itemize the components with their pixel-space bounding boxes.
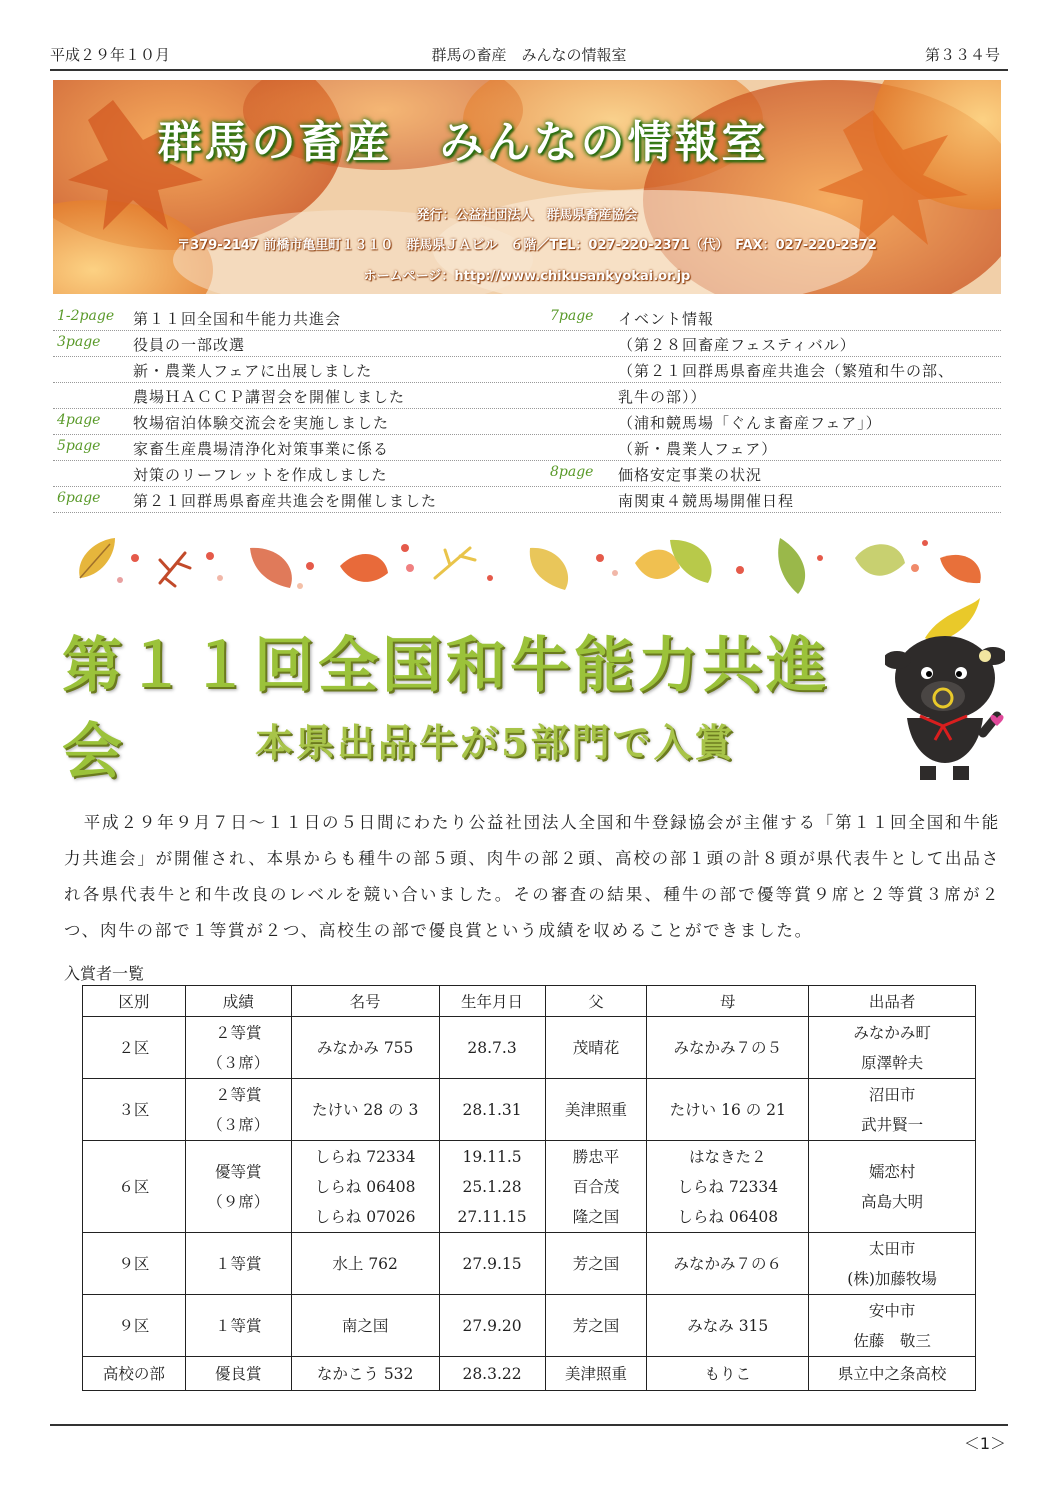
leaf-icon: [635, 550, 680, 579]
toc-item[interactable]: 第１１回全国和牛能力共進会: [133, 310, 342, 328]
cell-exhibitor: 県立中之条高校: [809, 1357, 976, 1391]
twig-icon: [435, 548, 475, 578]
header-issue: 第３３４号: [924, 46, 1000, 64]
footer-rule: [50, 1424, 1008, 1426]
toc-item[interactable]: 牧場宿泊体験交流会を実施しました: [133, 414, 390, 432]
toc-page: 5page: [57, 438, 101, 454]
toc-item[interactable]: 第２１回群馬県畜産共進会を開催しました: [133, 492, 438, 510]
toc-item[interactable]: 南関東４競馬場開催日程: [618, 492, 795, 510]
column-header: 成績: [185, 986, 291, 1017]
article-title: 第１１回全国和牛能力共進会: [62, 631, 830, 787]
article-body: 平成２９年９月７日～１１日の５日間にわたり公益社団法人全国和牛登録協会が主催する「第１１回全国和牛能力共進会」が開催され、本県からも種牛の部５頭、肉牛の部２頭、高校の部１頭の計８頭が県代表牛として出品され各県代表牛と和牛改良のレベルを競い合いました。その審査の結果、種牛の部で優等賞９席と２等賞３席が２つ、肉牛の部で１等賞が２つ、高校生の部で優良賞という成績を収めることができました。: [64, 813, 1000, 940]
column-header: 母: [647, 986, 809, 1017]
leaf-icon: [778, 538, 805, 594]
cell-mother: みなかみ７の５: [647, 1017, 809, 1079]
homepage-link[interactable]: ホームページ：http://www.chikusankyokai.or.jp: [363, 269, 691, 284]
toc-row: [53, 461, 1001, 487]
cell-mother: みなみ 315: [647, 1295, 809, 1357]
cell-birth: 19.11.5 25.1.28 27.11.15: [439, 1141, 545, 1233]
cell-seiseki: １等賞: [185, 1233, 291, 1295]
cell-birth: 28.7.3: [439, 1017, 545, 1079]
page-number: ＜1＞: [963, 1434, 1006, 1453]
column-header: 区別: [83, 986, 186, 1017]
toc-item[interactable]: イベント情報: [618, 310, 715, 328]
toc-row: [53, 409, 1001, 435]
toc-item[interactable]: （浦和競馬場「ぐんま畜産フェア」）: [618, 414, 882, 432]
cell-birth: 27.9.15: [439, 1233, 545, 1295]
header-rule: [50, 69, 1008, 71]
banner-title: 群馬の畜産 みんなの情報室: [157, 117, 769, 168]
cell-exhibitor: 太田市 (株)加藤牧場: [809, 1233, 976, 1295]
article-subtitle: 本県出品牛が5部門で入賞: [255, 720, 736, 765]
column-header: 父: [545, 986, 647, 1017]
toc-item[interactable]: （第２８回畜産フェスティバル）: [618, 336, 856, 354]
cell-birth: 27.9.20: [439, 1295, 545, 1357]
cell-name: たけい 28 の 3: [291, 1079, 439, 1141]
toc-item[interactable]: （新・農業人フェア）: [618, 440, 778, 458]
column-header: 生年月日: [439, 986, 545, 1017]
cell-kubun: ９区: [83, 1295, 186, 1357]
toc-row: [53, 331, 1001, 357]
toc-row: [53, 383, 1001, 409]
table-caption: 入賞者一覧: [64, 964, 145, 983]
cell-seiseki: １等賞: [185, 1295, 291, 1357]
leaf-icon: [79, 538, 115, 578]
leaf-icon: [530, 548, 568, 590]
cell-mother: はなきた２ しらね 72334 しらね 06408: [647, 1141, 809, 1233]
cell-father: 芳之国: [545, 1233, 647, 1295]
toc-item[interactable]: （第２１回群馬県畜産共進会（繁殖和牛の部、: [618, 362, 955, 380]
toc-item[interactable]: 新・農業人フェアに出展しました: [133, 362, 373, 380]
table-row: [83, 1017, 976, 1079]
cell-exhibitor: みなかみ町 原澤幹夫: [809, 1017, 976, 1079]
table-row: [83, 1079, 976, 1141]
autumn-leaf-border-decoration: [60, 528, 1000, 598]
cell-name: 水上 762: [291, 1233, 439, 1295]
column-header: 出品者: [809, 986, 976, 1017]
results-table: [82, 985, 976, 1391]
toc-page: 4page: [57, 412, 101, 428]
cell-exhibitor: 沼田市 武井賢一: [809, 1079, 976, 1141]
table-row: [83, 1357, 976, 1391]
cell-father: 美津照重: [545, 1357, 647, 1391]
leaf-icon: [340, 554, 388, 582]
cell-mother: みなかみ７の６: [647, 1233, 809, 1295]
table-row: [83, 1233, 976, 1295]
cell-kubun: ９区: [83, 1233, 186, 1295]
cell-mother: もりこ: [647, 1357, 809, 1391]
cell-kubun: ３区: [83, 1079, 186, 1141]
cell-name: なかこう 532: [291, 1357, 439, 1391]
table-row: [83, 1295, 976, 1357]
cell-name: みなかみ 755: [291, 1017, 439, 1079]
toc-item[interactable]: 乳牛の部））: [618, 388, 707, 406]
toc-page: 6page: [57, 490, 101, 506]
table-of-contents: [53, 305, 1001, 513]
cell-father: 美津照重: [545, 1079, 647, 1141]
header-date: 平成２９年１０月: [50, 46, 171, 64]
cell-kubun: ６区: [83, 1141, 186, 1233]
leaf-icon: [855, 544, 905, 575]
toc-row: [53, 357, 1001, 383]
wagyu-mascot-cow-icon: [885, 598, 1005, 783]
cell-father: 芳之国: [545, 1295, 647, 1357]
header-title: 群馬の畜産 みんなの情報室: [431, 46, 627, 64]
cell-kubun: 高校の部: [83, 1357, 186, 1391]
toc-item[interactable]: 対策のリーフレットを作成しました: [133, 466, 388, 484]
banner: [53, 80, 1001, 294]
cell-seiseki: 優等賞 （９席）: [185, 1141, 291, 1233]
cell-seiseki: 優良賞: [185, 1357, 291, 1391]
cell-seiseki: ２等賞 （３席）: [185, 1017, 291, 1079]
cell-father: 勝忠平 百合茂 隆之国: [545, 1141, 647, 1233]
cell-birth: 28.3.22: [439, 1357, 545, 1391]
leaf-icon: [940, 555, 981, 583]
table-row: [83, 1141, 976, 1233]
cell-birth: 28.1.31: [439, 1079, 545, 1141]
cell-exhibitor: 安中市 佐藤 敬三: [809, 1295, 976, 1357]
toc-page: 3page: [57, 334, 101, 350]
publisher: 発行：公益社団法人 群馬県畜産協会: [416, 208, 638, 223]
toc-page: 8page: [550, 464, 594, 480]
toc-page: 1-2page: [57, 308, 115, 324]
cell-exhibitor: 嬬恋村 高島大明: [809, 1141, 976, 1233]
cell-kubun: ２区: [83, 1017, 186, 1079]
toc-page: 7page: [550, 308, 594, 324]
toc-row: [53, 305, 1001, 331]
twig-icon: [160, 553, 190, 586]
table-header-row: [83, 986, 976, 1017]
page-header: [50, 44, 1008, 68]
toc-row: [53, 487, 1001, 513]
leaf-icon: [250, 548, 292, 588]
cell-father: 茂晴花: [545, 1017, 647, 1079]
cell-seiseki: ２等賞 （３席）: [185, 1079, 291, 1141]
cell-name: 南之国: [291, 1295, 439, 1357]
column-header: 名号: [291, 986, 439, 1017]
address: 〒379-2147 前橋市亀里町１３１０ 群馬県ＪＡビル ６階／TEL：027-220-2371（代） FAX：027-220-2372: [177, 238, 877, 253]
toc-item[interactable]: 農場ＨＡＣＣＰ講習会を開催しました: [133, 388, 406, 406]
cell-mother: たけい 16 の 21: [647, 1079, 809, 1141]
toc-item[interactable]: 役員の一部改選: [133, 336, 246, 354]
cell-name: しらね 72334 しらね 06408 しらね 07026: [291, 1141, 439, 1233]
toc-item[interactable]: 家畜生産農場清浄化対策事業に係る: [133, 440, 390, 458]
toc-item[interactable]: 価格安定事業の状況: [618, 466, 763, 484]
toc-row: [53, 435, 1001, 461]
